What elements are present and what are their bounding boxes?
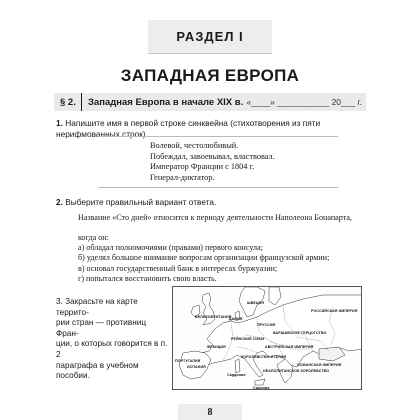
poem-line: Император Франции с 1804 г. (150, 162, 255, 171)
europe-map[interactable] (172, 286, 362, 390)
section-header: РАЗДЕЛ I (148, 20, 272, 54)
task-3-line: Закрасьте на карте террито- (56, 297, 138, 317)
map-label-britain: ВЕЛИКОБРИТАНИЯ (195, 315, 232, 319)
task-3 (56, 297, 170, 382)
map-label-sicily: Сицилия (253, 386, 270, 390)
map-label-denmark: ДАНИЯ (229, 317, 243, 321)
map-label-italy: КОРОЛЕВСТВО ИТАЛИЯ (241, 355, 287, 359)
option-a[interactable]: а) обладал полномочиями (правами) первого консула; (78, 243, 263, 252)
question-line: когда он: (78, 232, 109, 242)
date-field[interactable]: «____» ___________ 20___ г. (246, 97, 362, 107)
option-c[interactable]: в) основал государственный банк в интересах буржуазии; (78, 263, 278, 273)
option-b[interactable]: б) уделял большое внимание вопросам организации французской армии; (78, 253, 330, 263)
map-label-ottoman: ОСМАНСКАЯ ИМПЕРИЯ (297, 363, 342, 367)
task-2 (56, 197, 366, 208)
map-label-rhine: РЕЙНСКИЙ СОЮЗ (231, 337, 265, 341)
map-label-spain: ИСПАНИЯ (187, 365, 206, 369)
map-label-prussia: ПРУССИЯ (257, 323, 276, 327)
task-2-question (78, 213, 368, 243)
map-outline (173, 287, 362, 390)
task-3-line: параграфа в учебном пособии. (56, 360, 139, 381)
map-label-warsaw: ВАРШАВСКОЕ ГЕРЦОГСТВО (273, 331, 327, 335)
map-label-france: ФРАНЦИЯ (207, 345, 226, 349)
paragraph-title: Западная Европа в начале XIX в. (88, 96, 244, 108)
poem (150, 141, 275, 183)
question-line: Название «Сто дней» относится к периоду деятельности Наполеона Бонапарта, (78, 213, 352, 222)
task-2-number: 2. (56, 197, 63, 207)
task-1-text: Напишите имя в первой строке синквейна (стихотворения из пяти нерифмованных строк). (56, 118, 321, 139)
task-2-text: Выберите правильный вариант ответа. (65, 197, 217, 207)
option-d[interactable]: г) попытался восстановить свою власть. (78, 274, 217, 284)
task-3-number: 3. (56, 297, 63, 306)
task-3-line: рии стран — противниц Фран- (56, 318, 147, 338)
paragraph-number: § 2. (54, 93, 82, 111)
map-label-portugal: ПОРТУГАЛИЯ (175, 359, 201, 363)
map-label-russia: РОССИЙСКАЯ ИМПЕРИЯ (311, 309, 358, 313)
map-label-austria: АВСТРИЙСКАЯ ИМПЕРИЯ (265, 345, 314, 349)
poem-line: Волевой, честолюбивый. (150, 141, 239, 150)
map-label-sweden: ШВЕЦИЯ (247, 301, 264, 305)
page-number: 8 (178, 404, 242, 420)
answer-options (78, 243, 329, 285)
map-label-sardinia: Сардиния (227, 373, 246, 377)
page-title: ЗАПАДНАЯ ЕВРОПА (120, 66, 300, 85)
task-3-line: ции, о которых говорится в п. 2 (56, 339, 168, 359)
map-label-naples: НЕАПОЛИТАНСКОЕ КОРОЛЕВСТВО (263, 369, 330, 373)
poem-line: Побеждал, завоевывал, властвовал. (150, 151, 275, 161)
task-1-number: 1. (56, 118, 63, 128)
paragraph-bar (54, 93, 366, 111)
poem-line: Генерал-диктатор. (150, 172, 215, 182)
